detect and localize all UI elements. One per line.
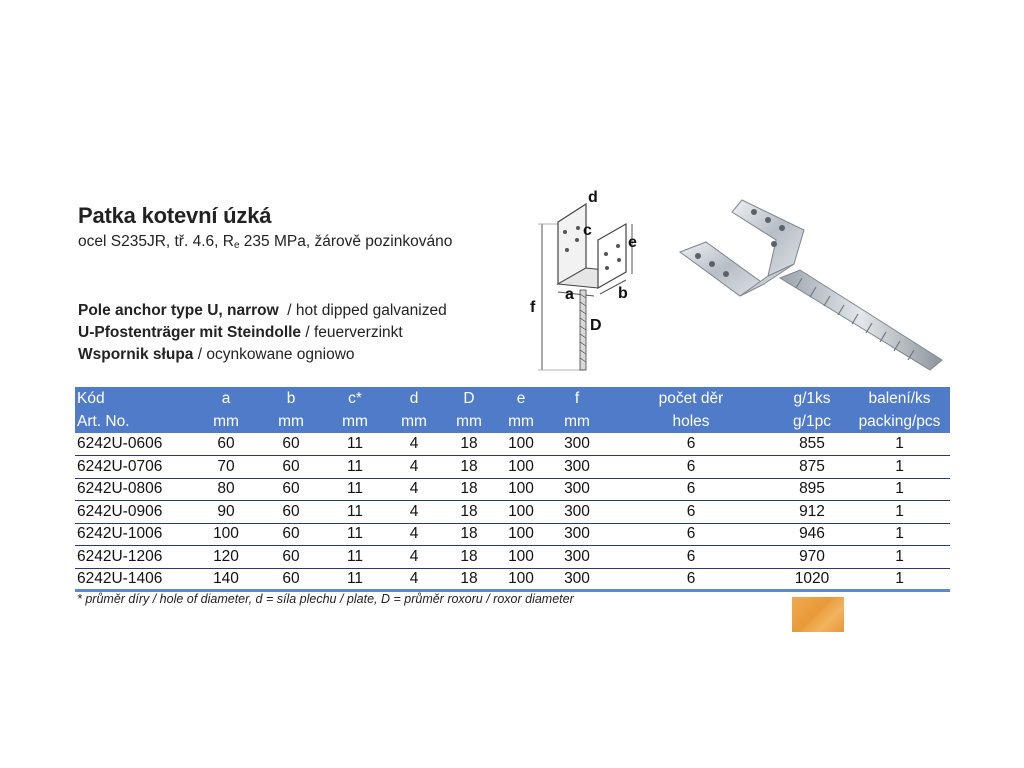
table-cell: 11: [325, 456, 385, 479]
table-cell: 60: [257, 478, 325, 501]
col-subheader: mm: [443, 410, 495, 433]
translations: [78, 300, 447, 366]
header-row-primary: [75, 387, 950, 410]
table-cell: 300: [547, 433, 607, 456]
col-header: počet děr: [607, 387, 775, 410]
col-subheader: mm: [257, 410, 325, 433]
translation-en-finish: / hot dipped galvanized: [278, 302, 447, 319]
table-cell: 100: [495, 546, 547, 569]
material-spec-post: 235 MPa, žárově pozinkováno: [239, 233, 453, 250]
spec-table: [75, 387, 950, 592]
table-cell: 4: [385, 546, 443, 569]
col-header: d: [385, 387, 443, 410]
article-number-cell: 6242U-0906: [75, 501, 195, 524]
dim-label-a: a: [565, 286, 574, 303]
material-spec: [78, 233, 452, 251]
article-number-cell: 6242U-1406: [75, 568, 195, 591]
col-header: balení/ks: [849, 387, 950, 410]
table-cell: 18: [443, 568, 495, 591]
table-cell: 100: [495, 478, 547, 501]
col-header: Kód: [75, 387, 195, 410]
col-subheader: mm: [325, 410, 385, 433]
table-cell: 1: [849, 478, 950, 501]
table-cell: 60: [257, 456, 325, 479]
article-number-cell: 6242U-0706: [75, 456, 195, 479]
table-cell: 875: [775, 456, 849, 479]
col-header: a: [195, 387, 257, 410]
table-cell: 4: [385, 568, 443, 591]
table-cell: 300: [547, 501, 607, 524]
table-cell: 100: [495, 433, 547, 456]
table-cell: 18: [443, 546, 495, 569]
table-cell: 11: [325, 478, 385, 501]
table-row: [75, 546, 950, 569]
table-cell: 912: [775, 501, 849, 524]
col-subheader: g/1pc: [775, 410, 849, 433]
table-cell: 1: [849, 433, 950, 456]
translation-pl-finish: / ocynkowane ogniowo: [193, 346, 355, 363]
table-cell: 60: [257, 501, 325, 524]
table-cell: 4: [385, 523, 443, 546]
table-row: [75, 523, 950, 546]
table-cell: 60: [195, 433, 257, 456]
table-cell: 120: [195, 546, 257, 569]
table-cell: 100: [495, 523, 547, 546]
table-row: [75, 433, 950, 456]
table-cell: 4: [385, 433, 443, 456]
table-cell: 6: [607, 433, 775, 456]
table-cell: 6: [607, 501, 775, 524]
table-row: [75, 568, 950, 591]
table-cell: 4: [385, 456, 443, 479]
table-cell: 100: [495, 456, 547, 479]
table-cell: 18: [443, 501, 495, 524]
table-cell: 60: [257, 568, 325, 591]
translation-en-name: Pole anchor type U, narrow: [78, 302, 279, 319]
article-number-cell: 6242U-1006: [75, 523, 195, 546]
table-cell: 4: [385, 478, 443, 501]
table-cell: 18: [443, 433, 495, 456]
col-subheader: mm: [495, 410, 547, 433]
table-cell: 1: [849, 456, 950, 479]
table-cell: 90: [195, 501, 257, 524]
table-cell: 60: [257, 433, 325, 456]
table-cell: 11: [325, 523, 385, 546]
table-cell: 18: [443, 478, 495, 501]
col-header: b: [257, 387, 325, 410]
table-row: [75, 456, 950, 479]
translation-de-name: U-Pfostenträger mit Steindolle: [78, 324, 302, 341]
col-subheader: packing/pcs: [849, 410, 950, 433]
table-cell: 4: [385, 501, 443, 524]
dim-label-b: b: [618, 285, 628, 302]
table-cell: 1020: [775, 568, 849, 591]
dim-label-d: d: [588, 189, 598, 206]
table-cell: 11: [325, 568, 385, 591]
table-cell: 6: [607, 568, 775, 591]
table-cell: 1: [849, 501, 950, 524]
col-header: g/1ks: [775, 387, 849, 410]
table-cell: 70: [195, 456, 257, 479]
table-row: [75, 501, 950, 524]
product-title: Patka kotevní úzká: [78, 203, 272, 228]
header-row-secondary: [75, 410, 950, 433]
table-cell: 11: [325, 501, 385, 524]
col-header: e: [495, 387, 547, 410]
product-photo: [672, 192, 956, 378]
article-number-cell: 6242U-0806: [75, 478, 195, 501]
col-header: c*: [325, 387, 385, 410]
table-cell: 6: [607, 456, 775, 479]
table-cell: 11: [325, 433, 385, 456]
translation-de-finish: / feuerverzinkt: [301, 324, 403, 341]
col-subheader: mm: [385, 410, 443, 433]
translation-pl-name: Wspornik słupa: [78, 346, 194, 363]
table-cell: 300: [547, 478, 607, 501]
table-cell: 1: [849, 546, 950, 569]
table-cell: 300: [547, 568, 607, 591]
col-subheader: mm: [547, 410, 607, 433]
table-cell: 60: [257, 523, 325, 546]
article-number-cell: 6242U-1206: [75, 546, 195, 569]
table-cell: 855: [775, 433, 849, 456]
wood-color-swatch: [792, 597, 844, 632]
table-cell: 18: [443, 456, 495, 479]
col-header: f: [547, 387, 607, 410]
translation-en: [78, 300, 447, 322]
table-cell: 1: [849, 523, 950, 546]
table-cell: 6: [607, 478, 775, 501]
translation-de: [78, 322, 447, 344]
table-cell: 80: [195, 478, 257, 501]
table-cell: 100: [195, 523, 257, 546]
translation-pl: [78, 344, 447, 366]
col-subheader: mm: [195, 410, 257, 433]
col-subheader: Art. No.: [75, 410, 195, 433]
table-row: [75, 478, 950, 501]
article-number-cell: 6242U-0606: [75, 433, 195, 456]
table-cell: 100: [495, 501, 547, 524]
dim-label-f: f: [530, 299, 536, 316]
table-cell: 18: [443, 523, 495, 546]
dimension-diagram: [528, 184, 646, 380]
spec-table-body: [75, 433, 950, 591]
dim-label-c: c: [583, 222, 592, 239]
col-subheader: holes: [607, 410, 775, 433]
table-cell: 140: [195, 568, 257, 591]
table-cell: 1: [849, 568, 950, 591]
table-cell: 11: [325, 546, 385, 569]
table-cell: 100: [495, 568, 547, 591]
material-spec-sub: e: [233, 240, 240, 251]
material-spec-pre: ocel S235JR, tř. 4.6, R: [78, 233, 234, 250]
dim-label-big-d: D: [590, 317, 602, 334]
table-cell: 6: [607, 523, 775, 546]
table-cell: 300: [547, 456, 607, 479]
table-cell: 6: [607, 546, 775, 569]
table-cell: 300: [547, 523, 607, 546]
table-cell: 895: [775, 478, 849, 501]
table-cell: 970: [775, 546, 849, 569]
table-cell: 946: [775, 523, 849, 546]
table-cell: 300: [547, 546, 607, 569]
dim-label-e: e: [628, 234, 637, 251]
col-header: D: [443, 387, 495, 410]
footnote: * průměr díry / hole of diameter, d = síla plechu / plate, D = průměr roxoru / roxor diameter: [77, 592, 574, 606]
table-cell: 60: [257, 546, 325, 569]
